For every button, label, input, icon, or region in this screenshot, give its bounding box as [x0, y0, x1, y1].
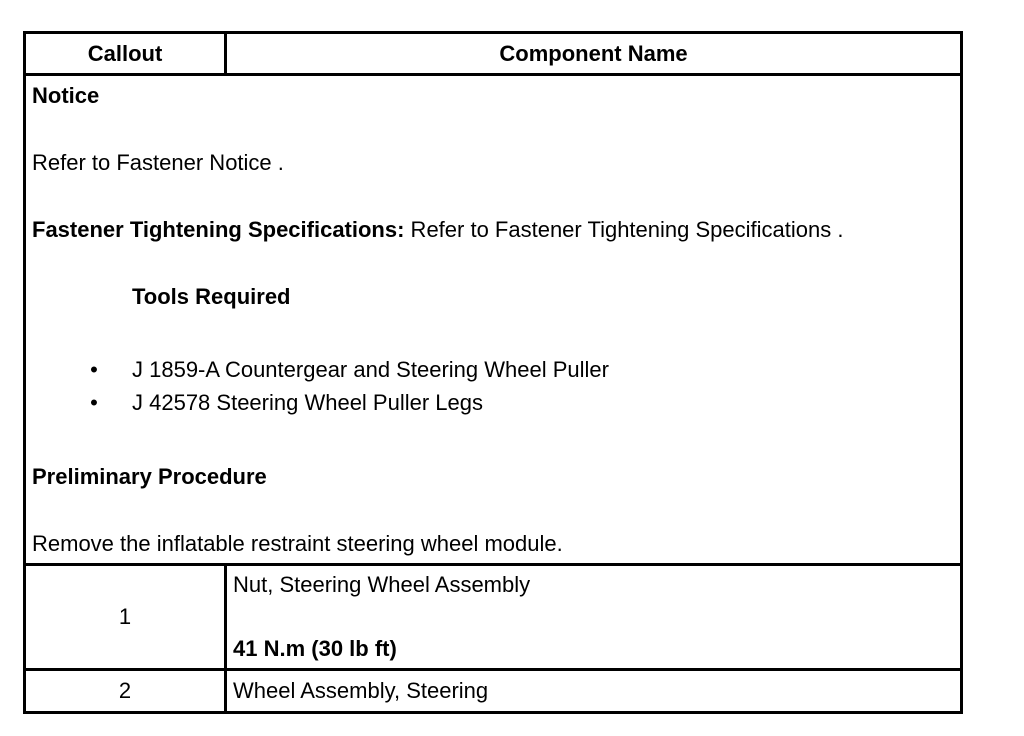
preliminary-procedure-text: Remove the inflatable restraint steering wheel module. [32, 531, 563, 556]
table-row [26, 668, 960, 711]
notice-section [26, 73, 960, 563]
tool-label: J 42578 Steering Wheel Puller Legs [132, 390, 483, 415]
component-name-cell [227, 566, 960, 668]
callout-column-header: Callout [26, 34, 227, 73]
preliminary-procedure-title: Preliminary Procedure [32, 464, 267, 489]
component-table [23, 31, 963, 714]
bullet-icon: • [90, 357, 98, 382]
bullet-icon: • [90, 390, 98, 415]
list-item [32, 390, 954, 423]
callout-number: 2 [26, 671, 227, 711]
component-name: Nut, Steering Wheel Assembly [233, 572, 531, 597]
fastener-notice-text: Refer to Fastener Notice . [32, 150, 284, 175]
torque-spec: 41 N.m (30 lb ft) [233, 636, 397, 661]
tightening-spec-text: Refer to Fastener Tightening Specifications . [404, 217, 844, 242]
component-name-column-header: Component Name [499, 40, 688, 66]
table-row [26, 563, 960, 668]
table-header-row [26, 34, 960, 73]
callout-number: 1 [26, 566, 227, 668]
list-item [32, 357, 954, 390]
tools-list [32, 357, 954, 423]
component-name: Wheel Assembly, Steering [233, 678, 489, 703]
notice-title: Notice [32, 83, 100, 108]
tools-required-title: Tools Required [132, 284, 291, 309]
tightening-spec-line [32, 217, 954, 243]
tool-label: J 1859-A Countergear and Steering Wheel Puller [132, 357, 609, 382]
tightening-spec-label: Fastener Tightening Specifications: [32, 217, 405, 242]
